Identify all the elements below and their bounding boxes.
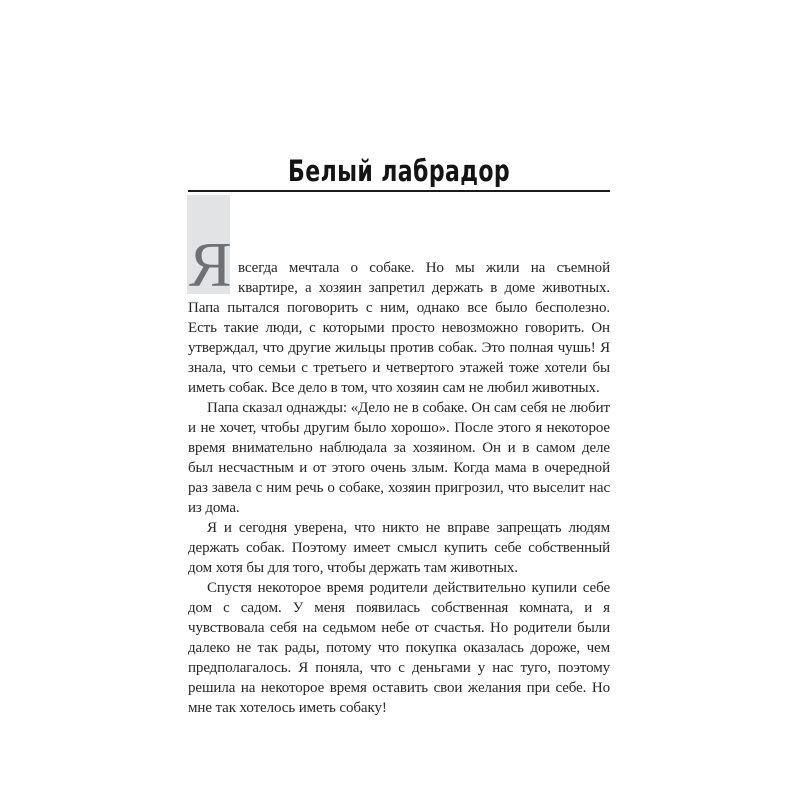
title-divider (188, 190, 610, 192)
page-title-text: Белый лабрадор (287, 154, 511, 188)
paragraph: Папа сказал однажды: «Дело не в собаке. Он сам себя не любит и не хочет, чтобы другим было хорошо». После этого я некоторое время внимательно наблюдала за хозяином. Он и в самом деле был несчастным и от этого очень злым. Когда мама в очередной раз завела с ним речь о собаке, хозяин пригрозил, что выселит нас из дома. (188, 400, 610, 516)
paragraph (188, 258, 610, 398)
drop-cap-letter: Я (189, 229, 232, 300)
drop-cap-spacer (188, 258, 238, 298)
paragraph-text: всегда мечтала о собаке. Но мы жили на съемной квартире, а хозяин запретил держать в доме животных. Папа пытался поговорить с ним, однако все было бесполезно. Есть такие люди, с которыми просто невозможно говорить. Он утверждал, что другие жильцы против собак. Это полная чушь! Я знала, что семьи с третьего и четвертого этажей тоже хотели бы иметь собак. Все дело в том, что хозяин сам не любил животных. (188, 260, 610, 396)
paragraph: Спустя некоторое время родители действительно купили себе дом с садом. У меня появилась собственная комната, и я чувствовала себя на седьмом небе от счастья. Но родители были далеко не так рады, потому что покупка оказалась дороже, чем предполагалось. Я поняла, что с деньгами у нас туго, поэтому решила на некоторое время оставить свои желания при себе. Но мне так хотелось иметь собаку! (188, 580, 610, 716)
page-title (188, 156, 610, 187)
body-text (188, 258, 610, 718)
paragraph: Я и сегодня уверена, что никто не вправе запрещать людям держать собак. Поэтому имеет смысл купить себе собственный дом хотя бы для того, чтобы держать там животных. (188, 520, 610, 576)
